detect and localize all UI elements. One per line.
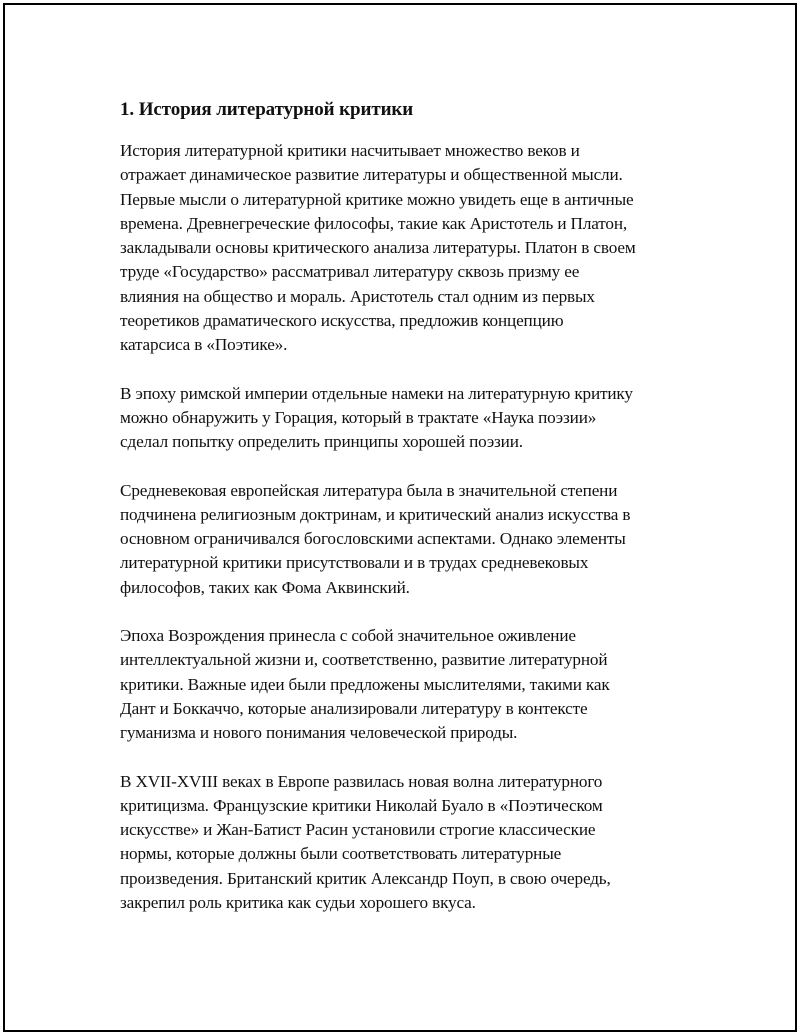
text-line: литературной критики присутствовали и в трудах средневековых [120,553,589,573]
text-line: В XVII-XVIII веках в Европе развилась новая волна литературного [120,771,603,791]
text-line: нормы, которые должны были соответствовать литературные [120,844,562,864]
text-line: гуманизма и нового понимания человеческой природы. [120,723,518,743]
text-line: отражает динамическое развитие литературы и общественной мысли. [120,165,623,185]
document-content [120,95,680,939]
text-line: История литературной критики насчитывает множество веков и [120,141,580,160]
section-heading: 1. История литературной критики [120,99,414,120]
text-line: катарсиса в «Поэтике». [120,335,288,355]
paragraph-1 [120,139,680,358]
document-page [3,3,797,1032]
text-line: критики. Важные идеи были предложены мыслителями, такими как [120,674,610,694]
text-line: сделал попытку определить принципы хорошей поэзии. [120,432,523,452]
text-line: В эпоху римской империи отдельные намеки на литературную критику [120,383,633,403]
text-line: влияния на общество и мораль. Аристотель стал одним из первых [120,286,595,306]
paragraph-4 [120,624,680,745]
text-line: закладывали основы критического анализа литературы. Платон в своем [120,238,636,258]
text-line: Эпоха Возрождения принесла с собой значительное оживление [120,626,576,646]
text-line: теоретиков драматического искусства, предложив концепцию [120,311,564,331]
text-line: Средневековая европейская литература была в значительной степени [120,480,618,500]
text-line: времена. Древнегреческие философы, такие как Аристотель и Платон, [120,213,628,233]
text-line: критицизма. Французские критики Николай Буало в «Поэтическом [120,795,603,815]
text-line: подчинена религиозным доктринам, и критический анализ искусства в [120,504,631,524]
text-line: закрепил роль критика как судьи хорошего вкуса. [120,893,476,913]
paragraph-5 [120,770,680,916]
text-line: основном ограничивался богословскими аспектами. Однако элементы [120,529,626,549]
text-line: философов, таких как Фома Аквинский. [120,577,410,597]
text-line: можно обнаружить у Горация, который в трактате «Наука поэзии» [120,407,597,427]
text-line: Дант и Боккаччо, которые анализировали литературу в контексте [120,698,588,718]
paragraph-3 [120,479,680,600]
text-line: интеллектуальной жизни и, соответственно, развитие литературной [120,650,608,670]
text-line: произведения. Британский критик Александр Поуп, в свою очередь, [120,868,611,888]
text-line: Первые мысли о литературной критике можно увидеть еще в античные [120,189,634,209]
text-line: труде «Государство» рассматривал литературу сквозь призму ее [120,262,580,282]
text-line: искусстве» и Жан-Батист Расин установили строгие классические [120,820,596,840]
paragraph-2 [120,382,680,455]
